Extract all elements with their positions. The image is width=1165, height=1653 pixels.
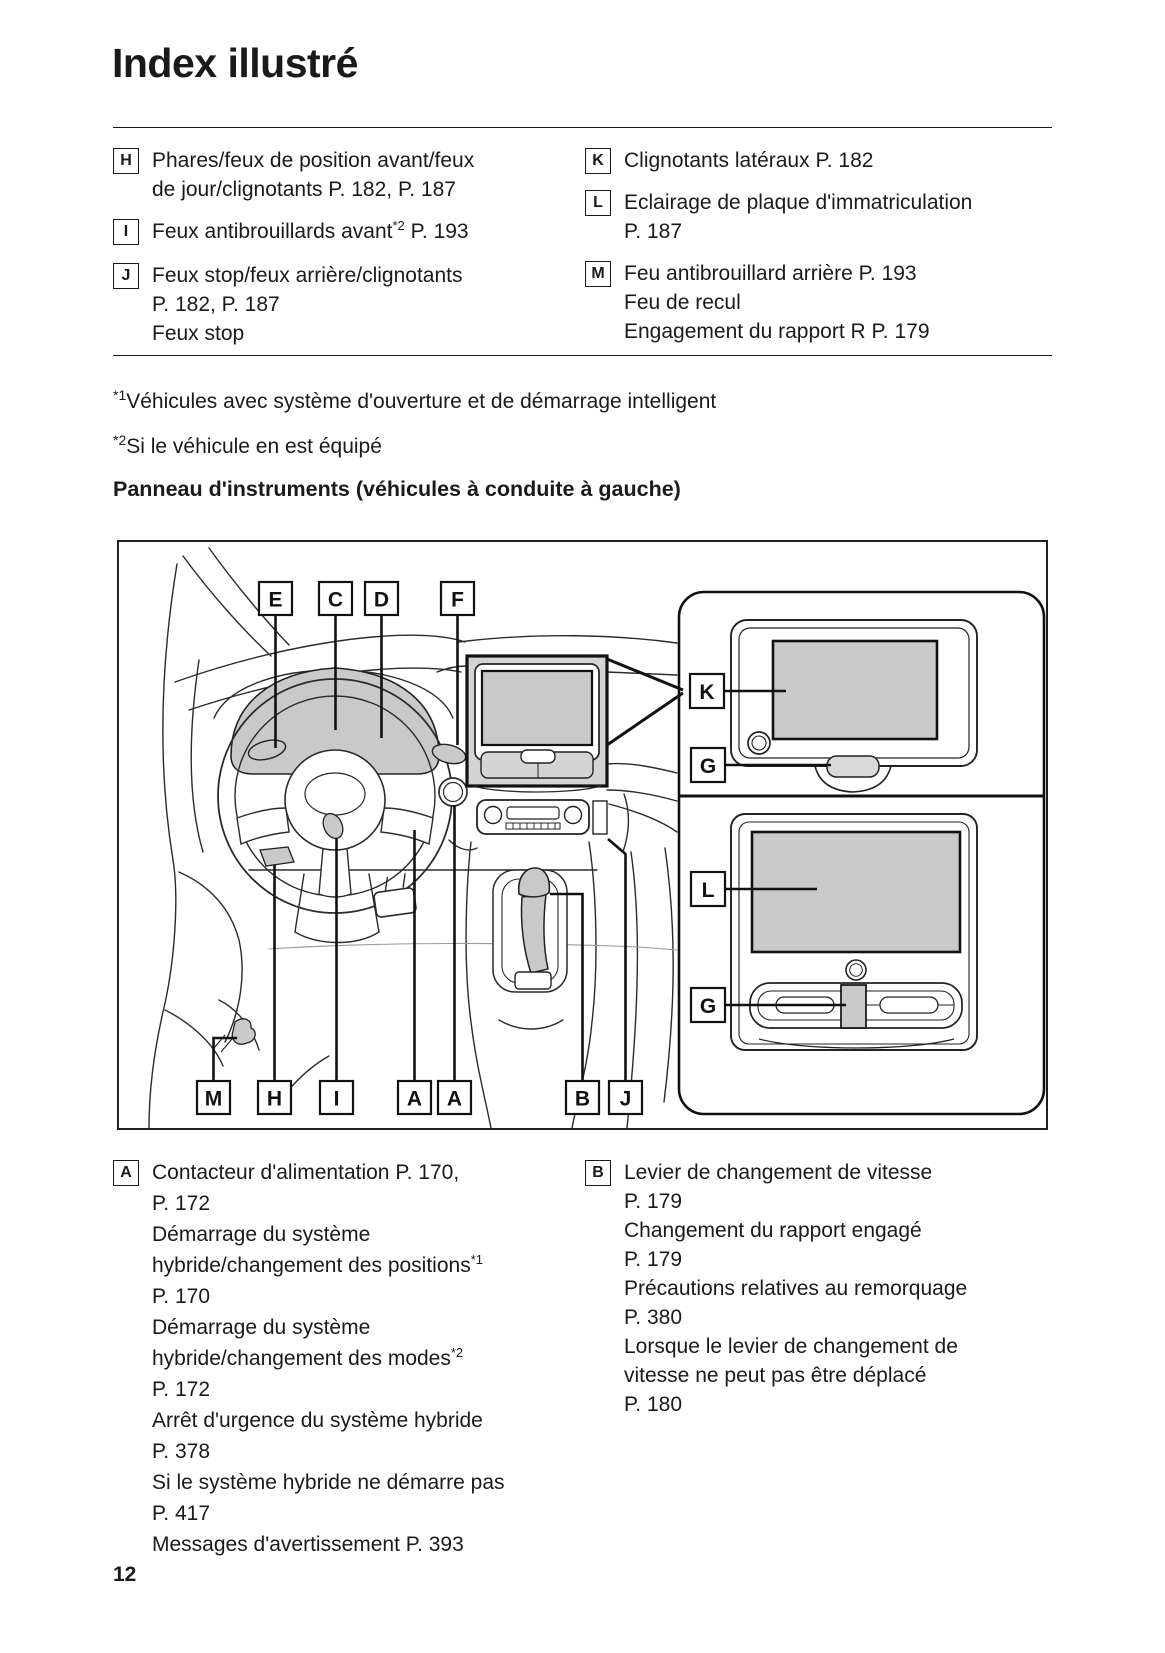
legend-item-i (113, 217, 583, 248)
legend-line: vitesse ne peut pas être déplacé (624, 1364, 927, 1387)
key-badge-b: B (585, 1160, 611, 1186)
legend-item-b (585, 1158, 1055, 1419)
legend-line: Lorsque le levier de changement de (624, 1335, 958, 1358)
legend-line: P. 187 (624, 220, 683, 243)
legend-line: Changement du rapport engagé (624, 1219, 922, 1242)
legend-line: P. 170 (152, 1285, 211, 1308)
svg-text:G: G (699, 755, 717, 778)
legend-item-l (585, 188, 1055, 246)
legend-line: Eclairage de plaque d'immatriculation (624, 191, 973, 214)
svg-text:L: L (701, 879, 715, 902)
svg-text:G: G (699, 995, 717, 1018)
page-number: 12 (113, 1563, 137, 1586)
callout-g-bottom (691, 988, 725, 1022)
legend-line: P. 193 (404, 220, 469, 243)
hazard-button (827, 756, 879, 777)
legend-line: P. 180 (624, 1393, 683, 1416)
brake-pedal (371, 872, 416, 917)
callout-e (259, 582, 292, 615)
svg-text:B: B (574, 1087, 591, 1111)
svg-text:F: F (451, 588, 464, 612)
svg-text:D: D (373, 588, 390, 612)
power-switch (439, 778, 467, 806)
legend-line: Démarrage du système (152, 1223, 371, 1246)
legend-line: P. 380 (624, 1306, 683, 1329)
svg-text:J: J (619, 1087, 632, 1111)
callout-f (441, 582, 474, 615)
legend-item-m-text (624, 259, 930, 346)
legend-item-i-text (152, 217, 469, 248)
callout-k (690, 674, 724, 708)
key-badge-h: H (113, 148, 139, 174)
legend-item-k (585, 146, 1055, 175)
legend-item-a-text (152, 1158, 505, 1561)
callout-l (691, 872, 725, 906)
callout-a2 (438, 1081, 471, 1114)
legend-bottom-right (585, 1158, 1055, 1432)
center-display (467, 656, 607, 792)
legend-line: Contacteur d'alimentation P. 170, (152, 1161, 460, 1184)
legend-line: P. 179 (624, 1190, 683, 1213)
svg-text:K: K (699, 681, 715, 704)
legend-item-b-text (624, 1158, 967, 1419)
slider-control (841, 985, 866, 1028)
svg-text:A: A (406, 1087, 423, 1111)
legend-item-a (113, 1158, 583, 1561)
page-title: Index illustré (112, 40, 358, 86)
legend-line: Clignotants latéraux P. 182 (624, 149, 874, 172)
footnote-text: Véhicules avec système d'ouverture et de démarrage intelligent (126, 390, 717, 413)
legend-line: Phares/feux de position avant/feux (152, 149, 475, 172)
legend-top-left (113, 146, 583, 361)
detail-panels (679, 592, 1044, 1114)
section-heading: Panneau d'instruments (véhicules à conduite à gauche) (113, 477, 681, 501)
key-badge-a: A (113, 1160, 139, 1186)
svg-text:E: E (268, 588, 283, 612)
callout-b (566, 1081, 599, 1114)
legend-item-j (113, 261, 583, 348)
audio-unit (477, 800, 607, 834)
key-badge-l: L (585, 190, 611, 216)
key-badge-i: I (113, 219, 139, 245)
svg-text:C: C (327, 588, 344, 612)
center-screen (482, 671, 592, 745)
svg-text:A: A (446, 1087, 463, 1111)
dashboard-illustration (119, 542, 1046, 1128)
legend-item-j-text (152, 261, 463, 348)
legend-item-h-text (152, 146, 474, 204)
callout-j (609, 1081, 642, 1114)
legend-line: Levier de changement de vitesse (624, 1161, 933, 1184)
callout-h (258, 1081, 291, 1114)
legend-line: hybride/changement des positions$^{*1}$ (152, 1252, 483, 1277)
display-panel-l (731, 814, 977, 1050)
footnote-1 (113, 387, 717, 414)
legend-line: Feux antibrouillards avant (152, 220, 393, 243)
legend-line: P. 182, P. 187 (152, 293, 280, 316)
side-vent (593, 801, 607, 834)
svg-text:I: I (333, 1087, 340, 1111)
key-badge-k: K (585, 148, 611, 174)
legend-bottom-left (113, 1158, 583, 1574)
legend-top-right (585, 146, 1055, 359)
legend-line: de jour/clignotants P. 182, P. 187 (152, 178, 456, 201)
legend-line: Démarrage du système (152, 1316, 371, 1339)
footnote-2 (113, 432, 382, 459)
legend-line: Précautions relatives au remorquage (624, 1277, 968, 1300)
svg-text:M: M (204, 1087, 223, 1111)
release-lever (214, 1019, 255, 1052)
legend-item-k-text (624, 146, 873, 175)
shift-console (493, 868, 567, 992)
legend-line: hybride/changement des modes$^{*2}$ (152, 1345, 464, 1370)
legend-line: Feu de recul (624, 291, 741, 314)
callout-d (365, 582, 398, 615)
callout-g-top (691, 748, 725, 782)
footnote-text: Si le véhicule en est équipé (126, 435, 382, 458)
legend-line: Feu antibrouillard arrière P. 193 (624, 262, 917, 285)
legend-line: P. 179 (624, 1248, 683, 1271)
legend-line: Feux stop/feux arrière/clignotants (152, 264, 463, 287)
svg-text:H: H (266, 1087, 283, 1111)
footnote-ref: *2 (392, 218, 405, 233)
legend-line: Feux stop (152, 322, 245, 345)
callout-c (319, 582, 352, 615)
floor-lines (269, 943, 677, 950)
footnote-marker: *1 (113, 387, 127, 403)
legend-line: Arrêt d'urgence du système hybride (152, 1409, 483, 1432)
callout-m (197, 1081, 230, 1114)
key-badge-m: M (585, 261, 611, 287)
divider-bottom (113, 355, 1052, 356)
key-badge-j: J (113, 263, 139, 289)
legend-line: P. 417 (152, 1502, 211, 1525)
legend-item-l-text (624, 188, 972, 246)
divider-top (113, 127, 1052, 128)
callout-a1 (398, 1081, 431, 1114)
legend-item-h (113, 146, 583, 204)
multimedia-screen (773, 641, 937, 739)
climate-screen (752, 832, 960, 952)
legend-line: P. 172 (152, 1378, 211, 1401)
footnote-marker: *2 (113, 432, 127, 448)
legend-line: Messages d'avertissement P. 393 (152, 1533, 464, 1556)
legend-item-m (585, 259, 1055, 346)
legend-line: Engagement du rapport R P. 179 (624, 320, 930, 343)
legend-line: P. 378 (152, 1440, 211, 1463)
instrument-panel-diagram (117, 540, 1048, 1130)
callout-i (320, 1081, 353, 1114)
under-dash-switch (260, 847, 294, 866)
legend-line: P. 172 (152, 1192, 211, 1215)
legend-line: Si le système hybride ne démarre pas (152, 1471, 505, 1494)
